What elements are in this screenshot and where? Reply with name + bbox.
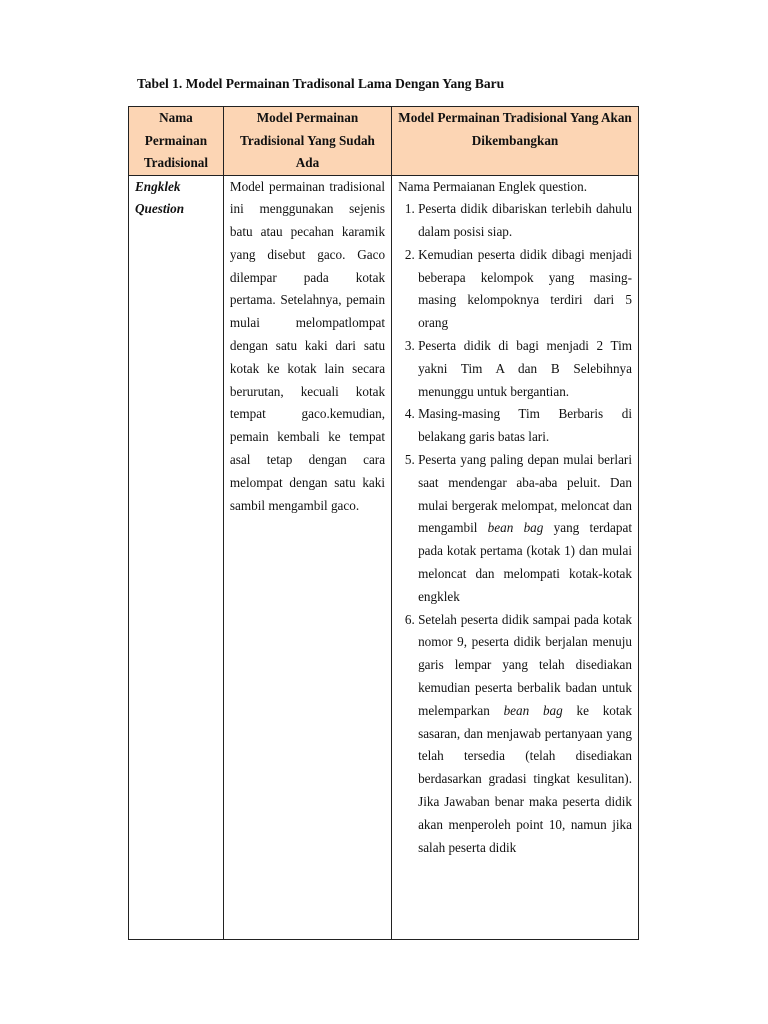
table-caption: Tabel 1. Model Permainan Tradisonal Lama Dengan Yang Baru bbox=[137, 76, 505, 91]
italic-term: bean bag bbox=[503, 702, 563, 718]
list-item: 2. Kemudian peserta didik dibagi menjadi beberapa kelompok yang masing-masing kelompoknya terdiri dari 5 orang bbox=[418, 244, 632, 335]
new-model-cell bbox=[392, 175, 639, 940]
existing-model-cell: Model permainan tradisional ini menggunakan sejenis batu atau pecahan karamik yang disebut gaco. Gaco dilempar pada kotak pertama. Setelahnya, pemain mulai melompatlompat dengan satu kaki dari satu kotak ke kotak lain secara berurutan, kecuali kotak tempat gaco.kemudian, pemain kembali ke tempat asal tetap dengan cara melompat dengan satu kaki sambil mengambil gaco. bbox=[223, 175, 391, 940]
italic-term: bean bag bbox=[487, 520, 544, 536]
table-header-row bbox=[129, 107, 639, 176]
table-row bbox=[129, 175, 639, 940]
header-model-sudah-ada: Model Permainan Tradisional Yang Sudah Ada bbox=[223, 107, 391, 176]
list-item: 6. Setelah peserta didik sampai pada kotak nomor 9, peserta didik berjalan menuju garis lempar yang telah disediakan kemudian peserta berbalik badan untuk melemparkan bean bag ke kotak sasaran, dan menjawab pertanyaan yang telah tersedia (telah disediakan berdasarkan gradasi tingkat kesulitan). Jika Jawaban benar maka peserta didik akan menperoleh point 10, namun jika salah peserta didik bbox=[418, 609, 632, 860]
comparison-table bbox=[128, 106, 639, 940]
list-item: 4. Masing-masing Tim Berbaris di belakang garis batas lari. bbox=[418, 403, 632, 449]
new-model-intro: Nama Permaianan Englek question. bbox=[398, 178, 588, 194]
new-model-steps-list bbox=[398, 198, 632, 859]
header-nama-permainan: Nama Permainan Tradisional bbox=[129, 107, 224, 176]
game-name-cell: Engklek Question bbox=[129, 175, 224, 940]
list-item: 3. Peserta didik di bagi menjadi 2 Tim yakni Tim A dan B Selebihnya menunggu untuk bergantian. bbox=[418, 335, 632, 403]
list-item: 5. Peserta yang paling depan mulai berlari saat mendengar aba-aba peluit. Dan mulai bergerak melompat, meloncat dan mengambil bean bag yang terdapat pada kotak pertama (kotak 1) dan mulai meloncat dan melompati kotak-kotak engklek bbox=[418, 449, 632, 609]
header-model-dikembangkan: Model Permainan Tradisional Yang Akan Dikembangkan bbox=[392, 107, 639, 176]
list-item: 1. Peserta didik dibariskan terlebih dahulu dalam posisi siap. bbox=[418, 198, 632, 244]
